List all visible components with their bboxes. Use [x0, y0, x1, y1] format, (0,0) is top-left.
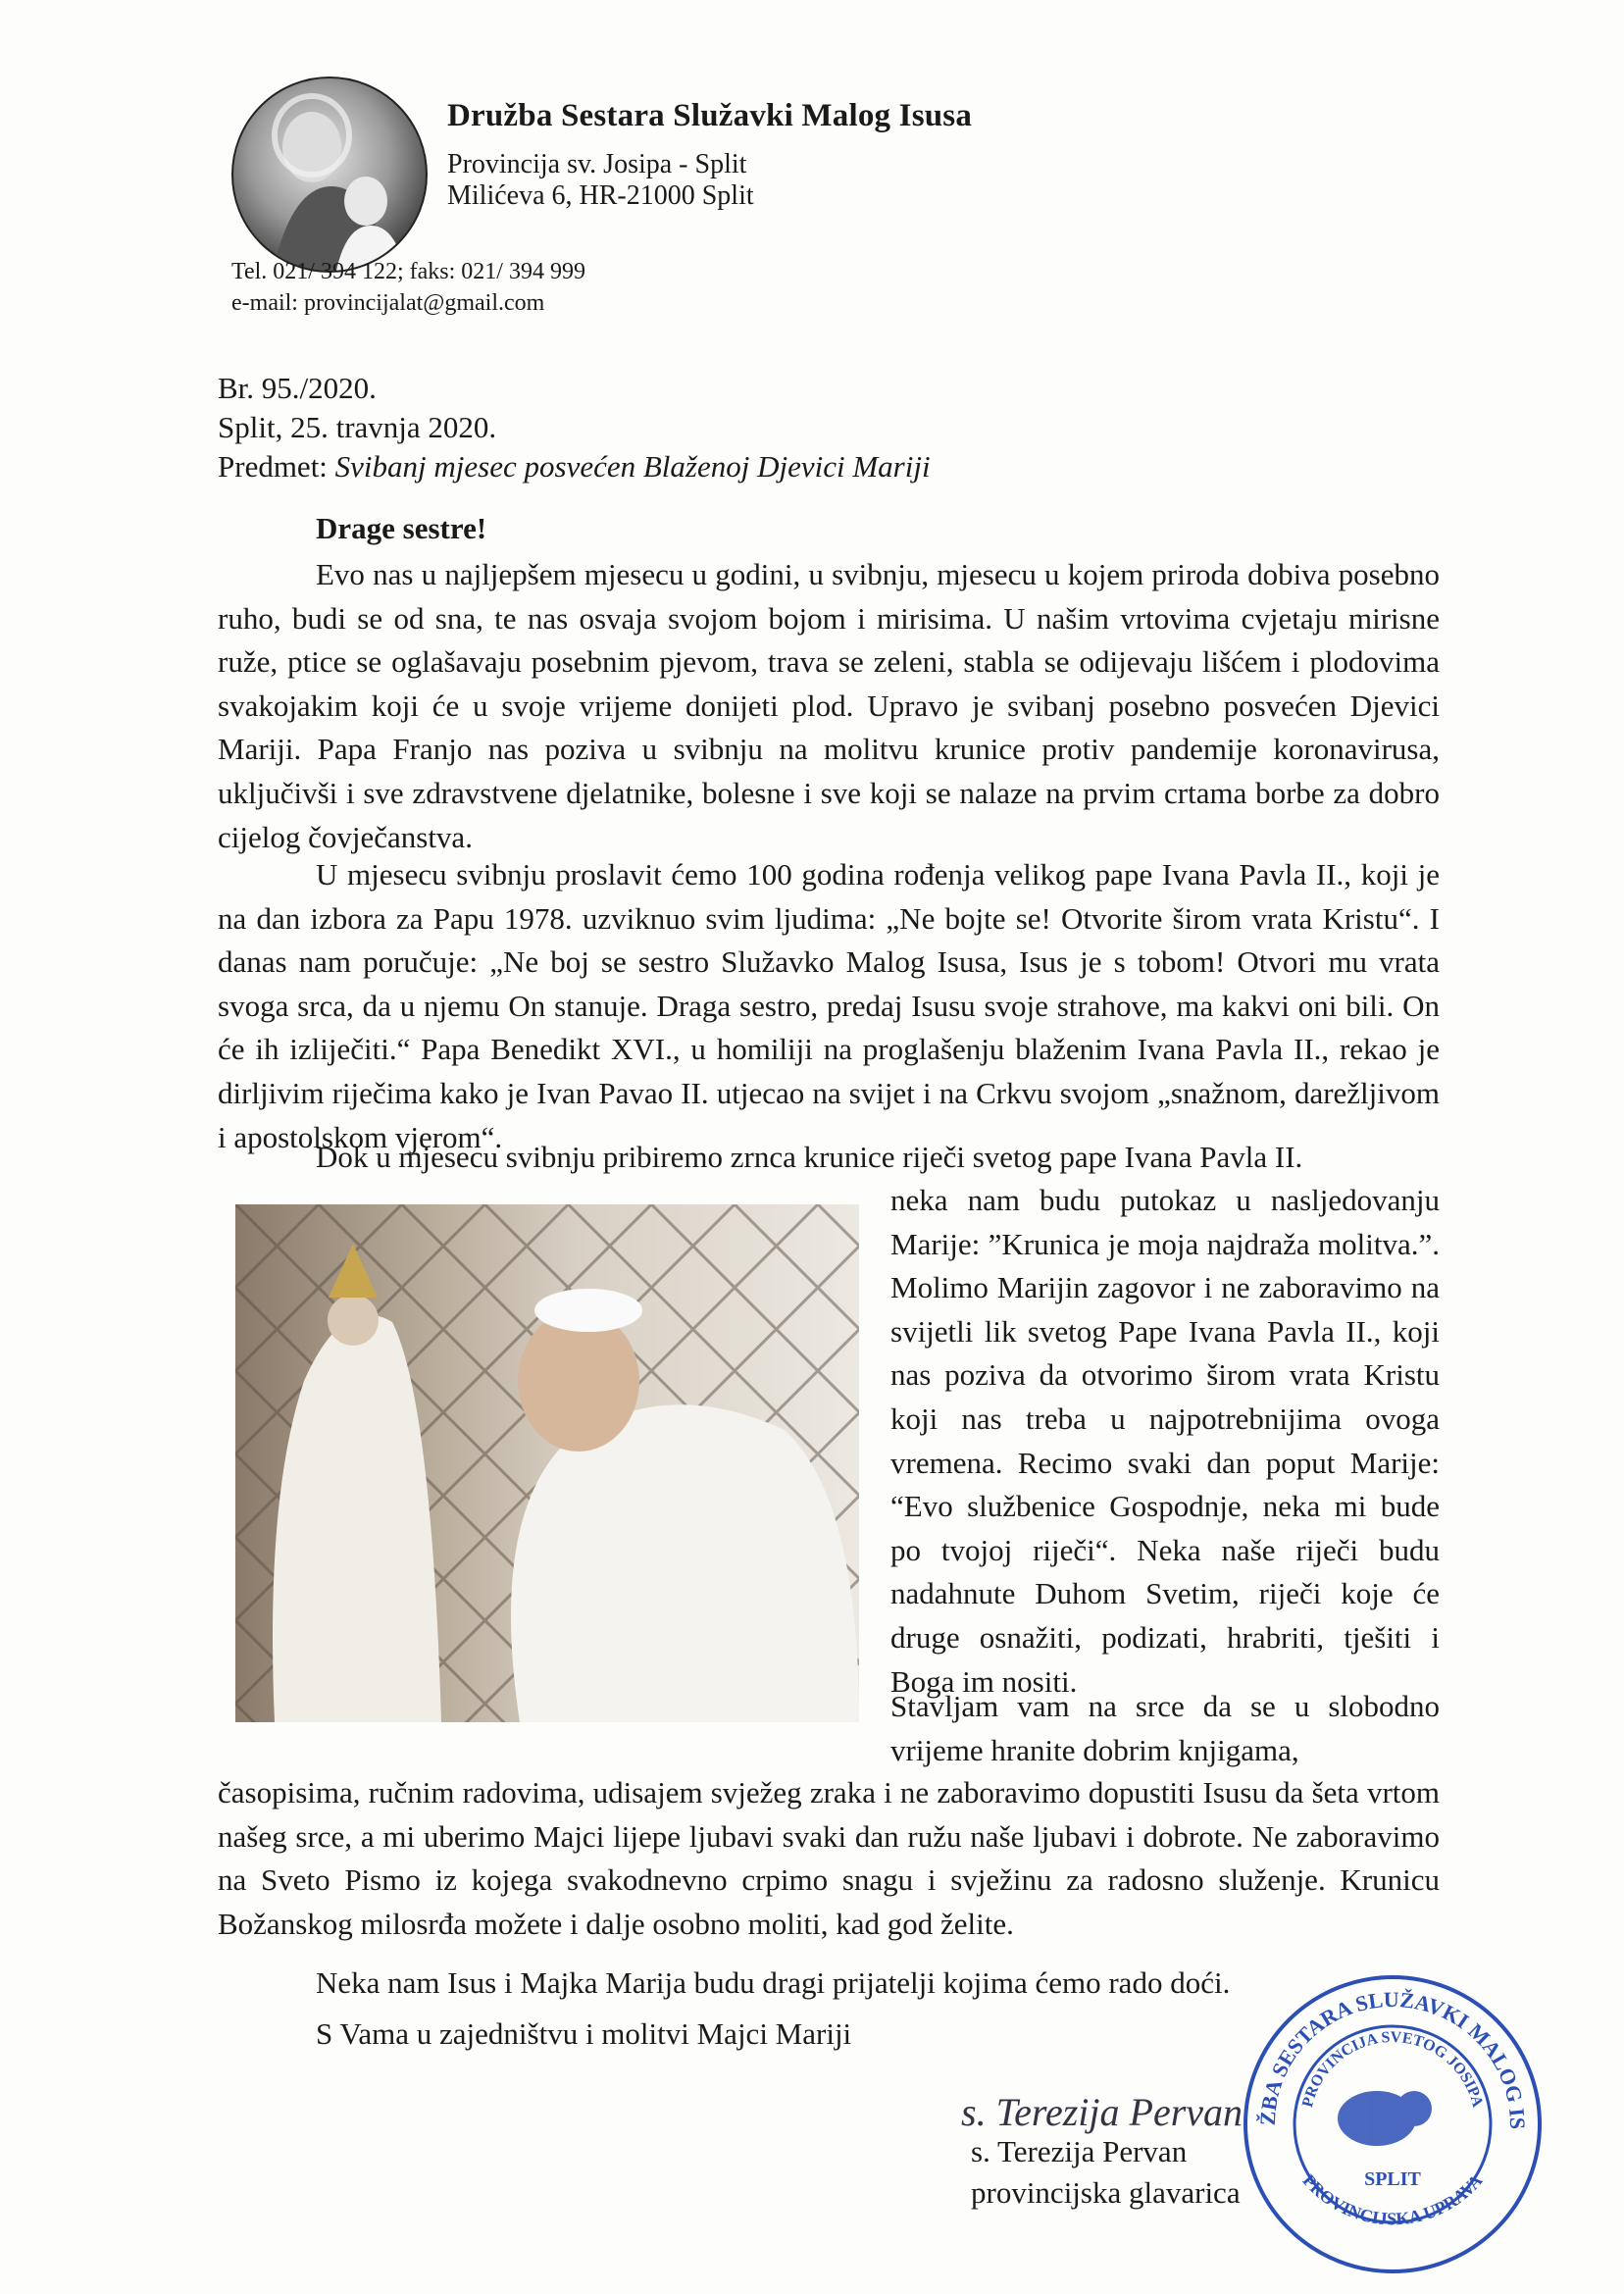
stamp-outer-text: ŽBA SESTARA SLUŽAVKI MALOG IS	[1254, 1986, 1531, 2130]
subject-label: Predmet:	[218, 449, 328, 484]
signatory-role: provincijska glavarica	[971, 2175, 1241, 2210]
salutation: Drage sestre!	[316, 511, 487, 545]
paragraph-1: Evo nas u najljepšem mjesecu u godini, u svibnju, mjesecu u kojem priroda dobiva posebno ruho, budi se od sna, te nas osvaja svojom bojom i mirisima. U našim vrtovima cvjetaju mirisne ruže, ptice se oglašavaju posebnim pjevom, trava se zeleni, stabla se odijevaju lišćem i plodovima svakojakim koji će u svoje vrijeme donijeti plod. Upravo je svibanj posebno posvećen Djevici Mariji. Papa Franjo nas poziva u svibnju na molitvu krunice protiv pandemije koronavirusa, uključivši i sve zdravstvene djelatnike, bolesne i sve koji se nalaze na prvim crtama borbe za dobro cijelog čovječanstva.	[218, 557, 1440, 854]
subject-text: Svibanj mjesec posvećen Blaženoj Djevici Mariji	[334, 449, 931, 484]
place-date: Split, 25. travnja 2020.	[218, 410, 497, 444]
letterhead-province: Provincija sv. Josipa - Split	[447, 149, 747, 179]
paragraph-3-first-line: Dok u mjesecu svibnju pribiremo zrnca krunice riječi svetog pape Ivana Pavla II.	[316, 1140, 1303, 1174]
letterhead-title: Družba Sestara Služavki Malog Isusa	[447, 98, 973, 133]
letterhead-email: e-mail: provincijalat@gmail.com	[231, 290, 545, 316]
paragraph-4-rest: časopisima, ručnim radovima, udisajem svježeg zraka i ne zaboravimo dopustiti Isusu da šeta vrtom našeg srce, a mi uberimo Majci lijepe ljubavi svaki dan ružu naše ljubavi i dobrote. Ne zaboravimo na Sveto Pismo iz kojega svakodnevno crpimo snagu i svježinu za radosno služenje. Krunicu Božanskog milosrđa možete i dalje osobno moliti, kad god želite.	[218, 1775, 1440, 1941]
document-number: Br. 95./2020.	[218, 371, 377, 405]
paragraph-3-wrap: neka nam budu putokaz u nasljedovanju Marije: ”Krunica je moja najdraža molitva.”. Molimo Marijin zagovor i ne zaboravimo na svijetli lik svetog Pape Ivana Pavla II., koji nas poziva da otvorimo širom vrata Kristu koji nas treba u najpotrebnijima ovoga vremena. Recimo svaki dan poput Marije: “Evo službenice Gospodnje, neka mi bude po tvojoj riječi“. Neka naše riječi budu nadahnute Duhom Svetim, riječi koje će druge osnažiti, podizati, hrabriti, tješiti i Boga im nositi.	[890, 1183, 1440, 1699]
paragraph-2: U mjesecu svibnju proslavit ćemo 100 godina rođenja velikog pape Ivana Pavla II., koji je na dan izbora za Papu 1978. uzviknuo svim ljudima: „Ne bojte se! Otvorite širom vrata Kristu“. I danas nam poručuje: „Ne boj se sestro Služavko Malog Isusa, Isus je s tobom! Otvori mu vrata svoga srca, da u njemu On stanuje. Draga sestro, predaj Isusu svoje strahove, ma kakvi oni bili. On će ih izliječiti.“ Papa Benedikt XVI., u homiliji na proglašenju blaženim Ivana Pavla II., rekao je dirljivim riječima kako je Ivan Pavao II. utjecao na svijet i na Crkvu svojom „snažnom, darežljivom i apostolskom vjerom“.	[218, 857, 1440, 1154]
stamp-bottom-text: PROVINCIJSKA UPRAVA	[1298, 2170, 1487, 2229]
handwritten-signature: s. Terezija Pervan	[961, 2090, 1243, 2134]
subject-line	[218, 449, 931, 484]
signatory-name: s. Terezija Pervan	[971, 2134, 1188, 2168]
pope-photo	[235, 1204, 859, 1722]
congregation-logo	[231, 76, 428, 273]
stamp-city: SPLIT	[1364, 2168, 1421, 2190]
paragraph-4-first-lines: Stavljam vam na srce da se u slobodno vrijeme hranite dobrim knjigama,	[890, 1689, 1440, 1767]
letterhead-phone: Tel. 021/ 394 122; faks: 021/ 394 999	[231, 259, 585, 284]
closing-line-1: Neka nam Isus i Majka Marija budu dragi prijatelji kojima ćemo rado doći.	[316, 1965, 1231, 2000]
official-stamp	[1240, 1971, 1546, 2277]
stamp-inner-text: PROVINCIJA SVETOG JOSIPA	[1298, 2028, 1487, 2110]
closing-line-2: S Vama u zajedništvu i molitvi Majci Mariji	[316, 2016, 852, 2051]
letterhead-address: Milićeva 6, HR-21000 Split	[447, 180, 754, 211]
